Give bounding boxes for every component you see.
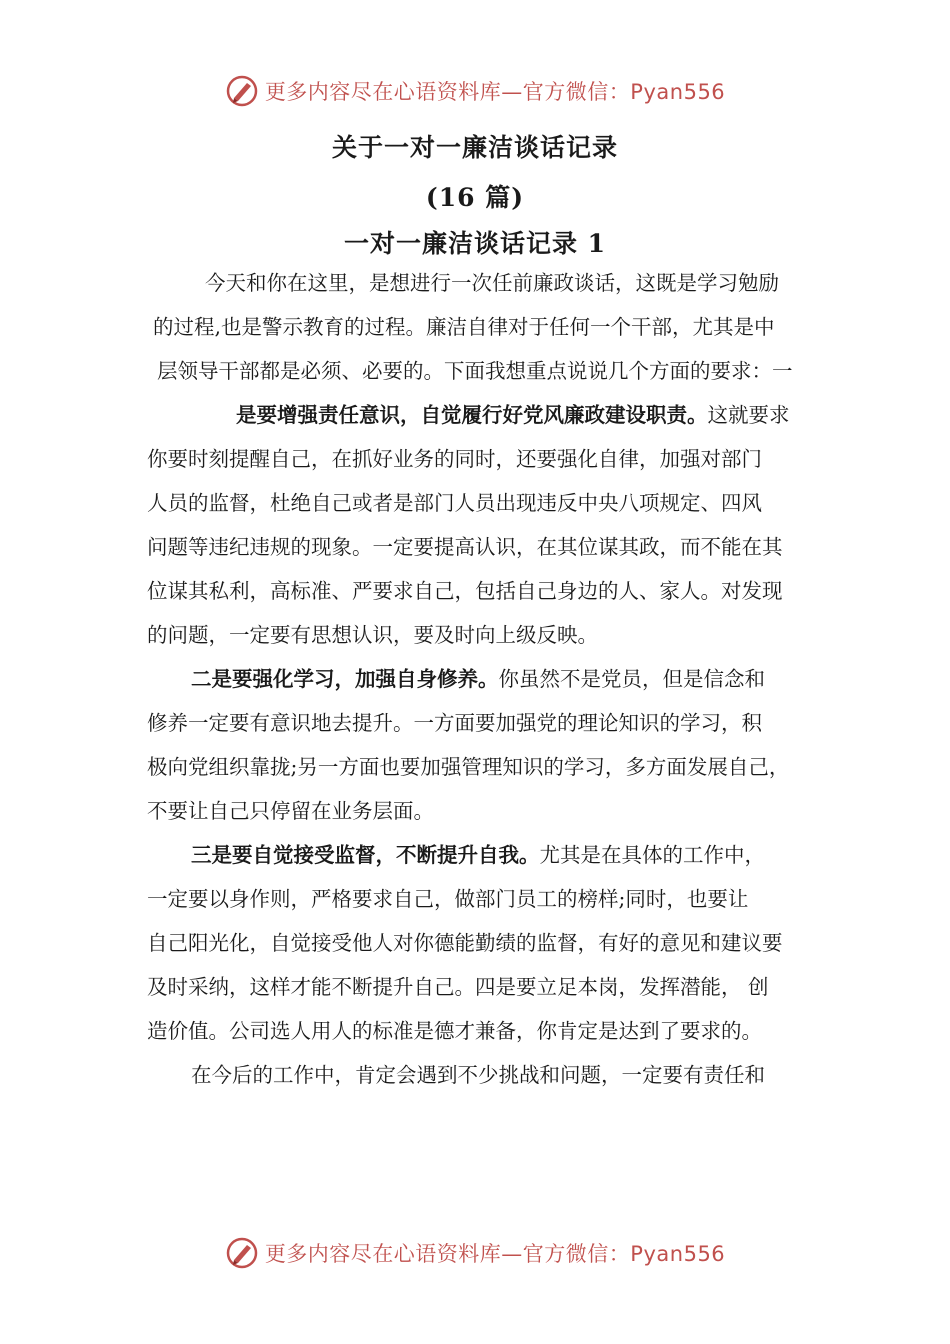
body-line: 修养一定要有意识地去提升。一方面要加强党的理论知识的学习，积: [147, 711, 762, 735]
section-title: 一对一廉洁谈话记录 1: [343, 229, 607, 258]
point-heading: 三是要自觉接受监督，不断提升自我。: [191, 843, 540, 867]
body-line: 一定要以身作则，严格要求自己，做部门员工的榜样;同时，也要让: [147, 887, 749, 911]
body-line: 不要让自己只停留在业务层面。: [147, 799, 434, 823]
body-line: 是要增强责任意识，自觉履行好党风廉政建设职责。这就要求: [236, 403, 790, 427]
body-line: 问题等违纪违规的现象。一定要提高认识，在其位谋其政，而不能在其: [147, 535, 783, 559]
body-line: 造价值。公司选人用人的标准是德才兼备，你肯定是达到了要求的。: [147, 1019, 762, 1043]
body-line: 的问题，一定要有思想认识，要及时向上级反映。: [147, 623, 598, 647]
point-heading: 二是要强化学习，加强自身修养。: [191, 667, 499, 691]
watermark-text: 更多内容尽在心语资料库—官方微信：Pyan556: [264, 80, 726, 104]
pen-logo-icon: [225, 1236, 259, 1270]
body-line: 三是要自觉接受监督，不断提升自我。尤其是在具体的工作中，: [191, 843, 765, 867]
watermark-footer: [0, 1236, 950, 1270]
point-heading: 是要增强责任意识，自觉履行好党风廉政建设职责。: [236, 403, 708, 427]
body-line: 及时采纳，这样才能不断提升自己。四是要立足本岗，发挥潜能， 创: [147, 975, 769, 999]
body-line: 层领导干部都是必须、必要的。下面我想重点说说几个方面的要求：一: [157, 359, 793, 383]
body-line: 人员的监督，杜绝自己或者是部门人员出现违反中央八项规定、四风: [147, 491, 762, 515]
body-line: 自己阳光化，自觉接受他人对你德能勤绩的监督，有好的意见和建议要: [147, 931, 783, 955]
document-count: (16 篇): [425, 183, 525, 212]
pen-logo-icon: [225, 74, 259, 108]
document-title: 关于一对一廉洁谈话记录: [331, 133, 618, 162]
body-line: 位谋其私利，高标准、严要求自己，包括自己身边的人、家人。对发现: [147, 579, 783, 603]
body-line: 今天和你在这里，是想进行一次任前廉政谈话，这既是学习勉励: [205, 271, 779, 295]
body-line: 你要时刻提醒自己，在抓好业务的同时，还要强化自律，加强对部门: [147, 447, 762, 471]
watermark-text: 更多内容尽在心语资料库—官方微信：Pyan556: [264, 1242, 726, 1266]
body-line: 在今后的工作中，肯定会遇到不少挑战和问题，一定要有责任和: [191, 1063, 765, 1087]
body-line: 极向党组织靠拢;另一方面也要加强管理知识的学习，多方面发展自己，: [147, 755, 790, 779]
body-line: 的过程,也是警示教育的过程。廉洁自律对于任何一个干部，尤其是中: [153, 315, 775, 339]
body-line: 二是要强化学习，加强自身修养。你虽然不是党员，但是信念和: [191, 667, 765, 691]
watermark-header: [0, 74, 950, 108]
